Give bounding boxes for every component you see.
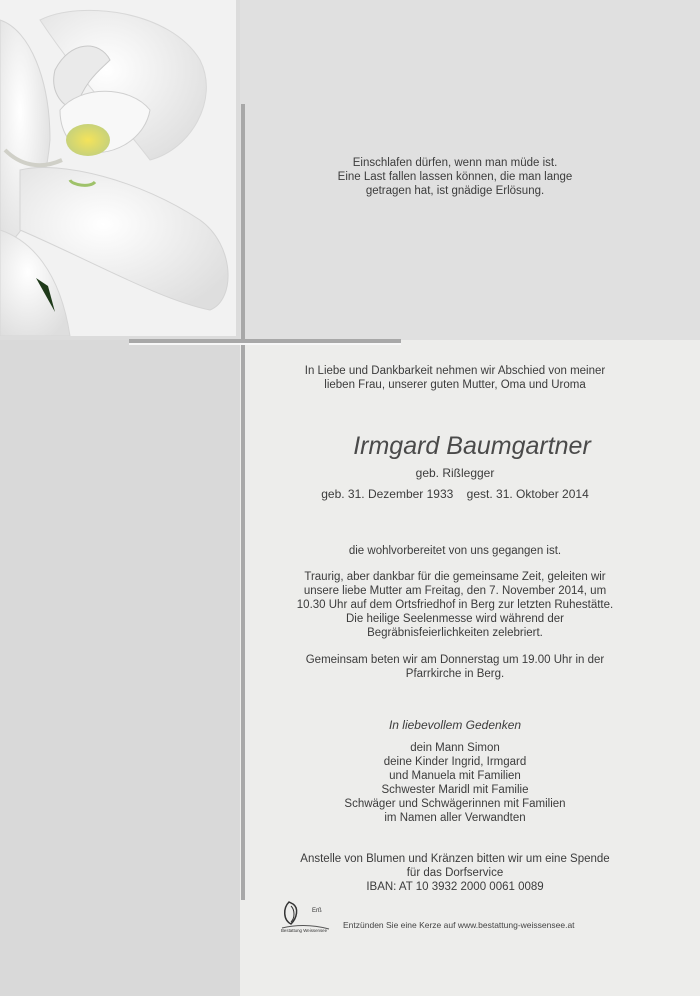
mourner-line: und Manuela mit Familien: [389, 770, 521, 782]
candle-link[interactable]: Entzünden Sie eine Kerze auf www.bestattung-weissensee.at: [343, 920, 575, 930]
horizontal-divider: [129, 339, 401, 343]
mourner-line: im Namen aller Verwandten: [384, 812, 526, 824]
intro-text: [260, 364, 650, 392]
birth-name: geb. Rißlegger: [415, 466, 495, 480]
prayer-line: Pfarrkirche in Berg.: [405, 668, 505, 680]
donation-line: für das Dorfservice: [406, 867, 504, 879]
logo-small-text: Erß: [312, 908, 322, 914]
quote: [300, 156, 610, 198]
undertaker-logo: [279, 898, 335, 934]
funeral-line: Die heilige Seelenmesse wird während der: [346, 613, 564, 625]
quote-line: Eine Last fallen lassen können, die man lange: [337, 171, 573, 183]
life-dates: [260, 487, 650, 501]
orchid-photo: [0, 0, 236, 336]
death-date: gest. 31. Oktober 2014: [466, 487, 589, 501]
birth-date: geb. 31. Dezember 1933: [321, 487, 454, 501]
funeral-line: Traurig, aber dankbar für die gemeinsame Zeit, geleiten wir: [304, 571, 606, 583]
intro-line: In Liebe und Dankbarkeit nehmen wir Abschied von meiner: [304, 365, 606, 377]
prayer-details: [260, 653, 650, 681]
funeral-line: unsere liebe Mutter am Freitag, den 7. November 2014, um: [303, 585, 607, 597]
funeral-line: 10.30 Uhr auf dem Ortsfriedhof in Berg zur letzten Ruhestätte.: [296, 599, 614, 611]
quote-line: Einschlafen dürfen, wenn man müde ist.: [352, 157, 558, 169]
quote-line: getragen hat, ist gnädige Erlösung.: [365, 185, 545, 197]
mourner-line: dein Mann Simon: [410, 742, 500, 754]
donation-request: [260, 852, 650, 894]
funeral-details: [260, 570, 650, 640]
deceased-name: Irmgard Baumgartner: [353, 432, 591, 460]
donation-line: Anstelle von Blumen und Kränzen bitten wir um eine Spende: [300, 853, 610, 865]
passage-first: die wohlvorbereitet von uns gegangen ist.: [348, 545, 562, 557]
memory-title: In liebevollem Gedenken: [388, 718, 522, 732]
left-panel: [0, 340, 240, 996]
mourners-list: [260, 741, 650, 825]
mourner-line: Schwäger und Schwägerinnen mit Familien: [344, 798, 566, 810]
intro-line: lieben Frau, unserer guten Mutter, Oma und Uroma: [324, 379, 586, 391]
funeral-line: Begräbnisfeierlichkeiten zelebriert.: [367, 627, 543, 639]
logo-text: Bestattung Weissensee: [281, 928, 328, 933]
donation-line: IBAN: AT 10 3932 2000 0061 0089: [366, 881, 544, 893]
mourner-line: deine Kinder Ingrid, Irmgard: [383, 756, 527, 768]
mourner-line: Schwester Maridl mit Familie: [381, 784, 529, 796]
vertical-divider: [241, 104, 245, 900]
prayer-line: Gemeinsam beten wir am Donnerstag um 19.00 Uhr in der: [305, 654, 605, 666]
